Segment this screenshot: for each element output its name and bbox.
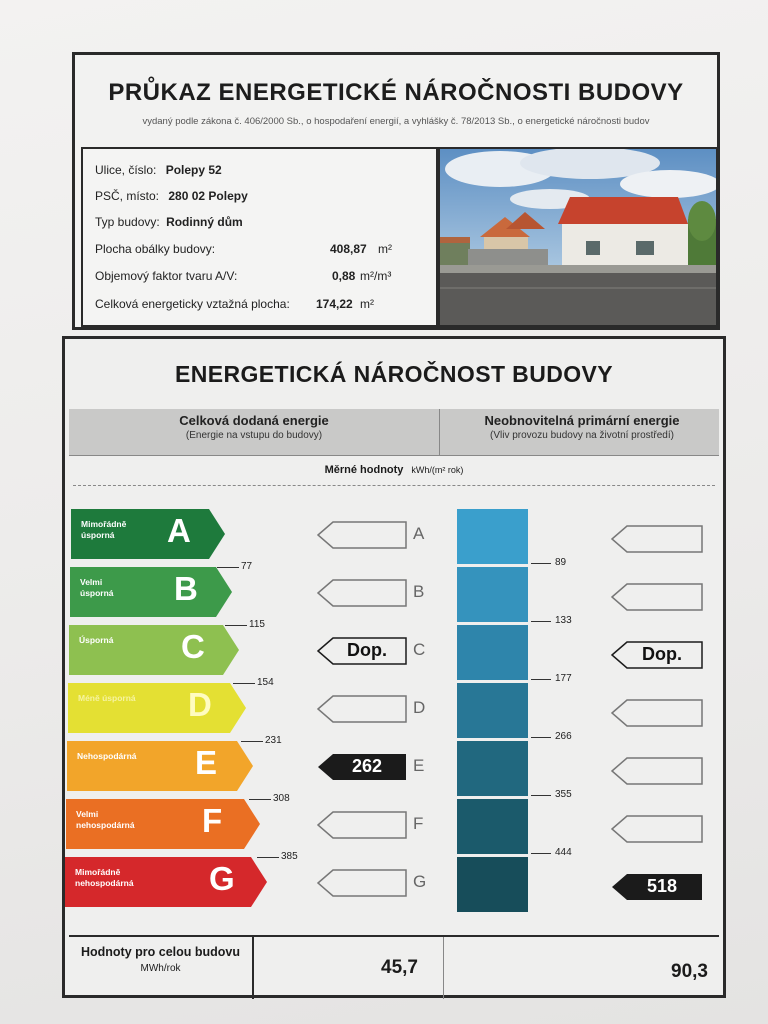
class-label-f: Velmi nehospodárná (76, 809, 135, 830)
class-arrow-f (66, 799, 260, 849)
right-header-sub: (Vliv provozu budovy na životní prostředí) (490, 430, 674, 441)
street-label: Ulice, číslo: (95, 163, 157, 177)
area-row (95, 297, 435, 311)
primary-marker-d-bg-shape (612, 700, 702, 726)
delivered-reference: Dop. (347, 640, 387, 660)
class-letter-e: E (195, 744, 218, 781)
factor-label: Objemový faktor tvaru A/V: (95, 269, 238, 283)
delivered-marker-b-bg-shape (318, 580, 406, 606)
house-photo-image (440, 149, 716, 325)
primary-bar-d (457, 683, 528, 738)
primary-marker-f-bg (611, 815, 703, 843)
class-letter-f: F (202, 802, 223, 839)
class-label-d: Méně úsporná (78, 693, 136, 703)
class-label-e: Nehospodárná (77, 751, 137, 761)
class-arrow-c-bg-shape (69, 625, 239, 675)
envelope-unit: m² (378, 242, 392, 256)
class-arrow-a (71, 509, 225, 559)
factor-unit: m²/m³ (360, 269, 392, 283)
dashed-separator (73, 485, 715, 486)
primary-marker-e-bg (611, 757, 703, 785)
primary-threshold-line-5 (531, 795, 551, 796)
class-letter-g: G (209, 860, 235, 897)
left-row-letter-d: D (413, 698, 426, 717)
primary-bar-a (457, 509, 528, 564)
primary-value: 518 (646, 876, 678, 896)
units-label: Měrné hodnoty (324, 464, 404, 476)
primary-marker-b-bg-shape (612, 584, 702, 610)
psc-label: PSČ, místo: (95, 189, 160, 203)
primary-bar-c (457, 625, 528, 680)
delivered-marker-d-bg (317, 695, 407, 723)
delivered-marker-c (317, 637, 407, 665)
building-details (81, 147, 438, 327)
primary-marker-d-bg (611, 699, 703, 727)
delivered-marker-e (317, 753, 407, 781)
delivered-threshold-5: 308 (273, 793, 290, 804)
left-header-title: Celková dodaná energie (179, 413, 329, 428)
left-row-letter-b: B (413, 582, 425, 601)
delivered-threshold-2: 115 (249, 619, 265, 630)
type-value: Rodinný dům (166, 215, 243, 229)
primary-threshold-line-4 (531, 737, 551, 738)
primary-marker-d (611, 699, 703, 727)
class-arrow-d (68, 683, 246, 733)
delivered-threshold-line-2 (225, 625, 247, 626)
delivered-threshold-line-5 (249, 799, 271, 800)
certificate-title: PRŮKAZ ENERGETICKÉ NÁROČNOSTI BUDOVY (108, 79, 684, 106)
delivered-threshold-line-4 (241, 741, 263, 742)
left-row-letter-c: C (413, 640, 426, 659)
primary-marker-b-bg (611, 583, 703, 611)
primary-threshold-line-1 (531, 563, 551, 564)
factor-value: 0,88 (332, 269, 356, 283)
delivered-marker-b-bg (317, 579, 407, 607)
primary-marker-f-bg-shape (612, 816, 702, 842)
primary-threshold-3: 177 (555, 673, 572, 684)
primary-marker-a-bg (611, 525, 703, 553)
building-photo (438, 147, 718, 327)
class-letter-a: A (167, 512, 191, 549)
delivered-threshold-6: 385 (281, 851, 298, 862)
delivered-marker-a-bg-shape (318, 522, 406, 548)
primary-marker-b (611, 583, 703, 611)
delivered-threshold-3: 154 (257, 677, 274, 688)
primary-bar-g (457, 857, 528, 912)
class-label-g: Mimořádně nehospodárná (75, 867, 134, 888)
left-row-letter-a: A (413, 524, 425, 543)
delivered-marker-d-bg-shape (318, 696, 406, 722)
building-info-card (72, 52, 720, 330)
delivered-marker-f-bg-shape (318, 812, 406, 838)
class-arrow-e-bg (67, 741, 253, 791)
delivered-threshold-line-3 (233, 683, 255, 684)
primary-marker-a-bg-shape (612, 526, 702, 552)
primary-threshold-6: 444 (555, 847, 572, 858)
class-arrow-c-bg (69, 625, 239, 675)
class-letter-b: B (174, 570, 198, 607)
class-label-c: Úsporná (79, 635, 114, 645)
whole-building-delivered-value: 45,7 (381, 957, 418, 978)
delivered-value: 262 (351, 756, 383, 776)
units-row (65, 464, 723, 476)
footer-divider (443, 937, 444, 999)
delivered-threshold-4: 231 (265, 735, 282, 746)
psc-value: 280 02 Polepy (168, 189, 248, 203)
primary-marker-g (611, 873, 703, 901)
delivered-marker-g-bg (317, 869, 407, 897)
columns-header (69, 409, 719, 456)
psc-row (95, 189, 248, 203)
delivered-marker-f-bg (317, 811, 407, 839)
class-arrow-e (67, 741, 253, 791)
primary-marker-a (611, 525, 703, 553)
class-arrow-d-bg-shape (68, 683, 246, 733)
class-arrow-c (69, 625, 239, 675)
class-arrow-e-bg-shape (67, 741, 253, 791)
street-value: Polepy 52 (165, 163, 222, 177)
primary-marker-c (611, 641, 703, 669)
whole-building-label: Hodnoty pro celou budovu (80, 945, 240, 959)
primary-marker-e (611, 757, 703, 785)
primary-reference: Dop. (642, 644, 682, 664)
area-unit: m² (360, 297, 374, 311)
primary-marker-f (611, 815, 703, 843)
envelope-row (95, 242, 425, 256)
primary-bar-f (457, 799, 528, 854)
envelope-label: Plocha obálky budovy: (95, 242, 216, 256)
primary-threshold-1: 89 (555, 557, 567, 568)
delivered-threshold-line-1 (217, 567, 239, 568)
delivered-marker-f (317, 811, 407, 839)
primary-bar-e (457, 741, 528, 796)
certificate-subtitle: vydaný podle zákona č. 406/2000 Sb., o hospodaření energií, a vyhlášky č. 78/2013 Sb., o energetické náročnosti budov (142, 116, 650, 127)
delivered-threshold-1: 77 (241, 561, 253, 572)
primary-marker-e-bg-shape (612, 758, 702, 784)
primary-threshold-5: 355 (555, 789, 572, 800)
header-divider (439, 409, 440, 455)
primary-threshold-line-2 (531, 621, 551, 622)
whole-building-label-cell (69, 937, 254, 999)
right-column-header (441, 413, 723, 441)
primary-threshold-2: 133 (555, 615, 572, 626)
class-arrow-g (65, 857, 267, 907)
class-arrow-b (70, 567, 232, 617)
delivered-marker-g-bg-shape (318, 870, 406, 896)
class-letter-c: C (181, 628, 205, 665)
energy-rating-card (62, 336, 726, 998)
delivered-marker-b (317, 579, 407, 607)
factor-row (95, 269, 425, 283)
delivered-marker-a (317, 521, 407, 549)
delivered-threshold-line-6 (257, 857, 279, 858)
type-row (95, 215, 243, 229)
delivered-marker-g (317, 869, 407, 897)
area-label: Celková energeticky vztažná plocha: (95, 297, 290, 311)
type-label: Typ budovy: (95, 215, 160, 229)
envelope-value: 408,87 (330, 242, 367, 256)
primary-bar-b (457, 567, 528, 622)
left-row-letter-f: F (413, 814, 424, 833)
street-row (95, 163, 222, 177)
left-header-sub: (Energie na vstupu do budovy) (185, 430, 323, 441)
units-value: kWh/(m² rok) (411, 465, 464, 475)
class-label-b: Velmi úsporná (80, 577, 114, 598)
whole-building-unit: MWh/rok (140, 963, 181, 974)
rating-title: ENERGETICKÁ NÁROČNOST BUDOVY (174, 361, 613, 387)
class-label-a: Mimořádně úsporná (81, 519, 127, 540)
primary-threshold-4: 266 (555, 731, 572, 742)
class-arrow-d-bg (68, 683, 246, 733)
delivered-marker-a-bg (317, 521, 407, 549)
class-letter-d: D (188, 686, 212, 723)
whole-building-row (69, 935, 719, 999)
right-header-title: Neobnovitelná primární energie (484, 413, 680, 428)
area-value: 174,22 (316, 297, 353, 311)
left-column-header (69, 413, 439, 441)
whole-building-primary-value: 90,3 (671, 961, 708, 982)
primary-threshold-line-6 (531, 853, 551, 854)
left-row-letter-g: G (413, 872, 427, 891)
left-row-letter-e: E (413, 756, 425, 775)
delivered-marker-d (317, 695, 407, 723)
primary-threshold-line-3 (531, 679, 551, 680)
